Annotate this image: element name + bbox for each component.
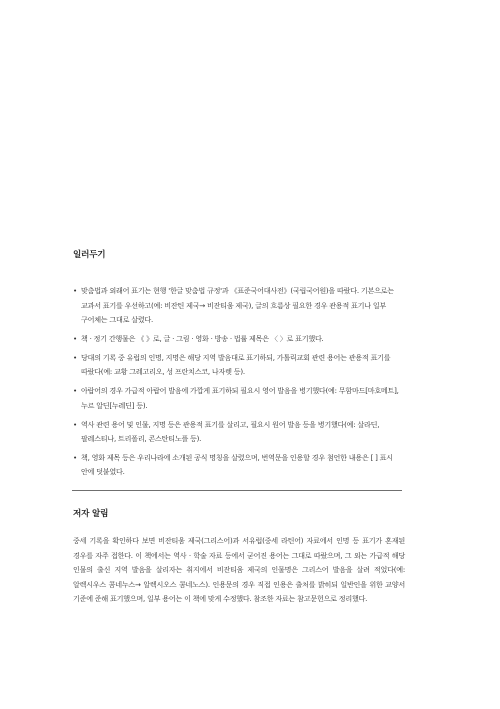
note-text: 당대의 기록 중 유럽의 인명, 지명은 해당 지역 발음대로 표기하되, 가톨릭교회 관련 용어는 관용적 표기를 따랐다(예: 교황 그레고리오, 성 프란치스코, 나자렛 등).: [81, 352, 391, 377]
bullet-icon: •: [73, 352, 77, 362]
section-divider: [72, 490, 402, 491]
note-item: [73, 351, 408, 380]
bullet-icon: •: [73, 386, 77, 396]
author-note-section: [73, 508, 405, 607]
note-text: 책, 영화 제목 등은 우리나라에 소개된 공식 명칭을 살렸으며, 번역문을 인용할 경우 첨언한 내용은 [ ] 표시 안에 덧붙였다.: [81, 452, 393, 477]
note-item: [73, 284, 408, 328]
bullet-icon: •: [73, 286, 77, 295]
notes-title: 일러두기: [73, 250, 106, 260]
note-item: [73, 418, 408, 447]
note-text: 책 · 정기 간행물은 《 》로, 글 · 그림 · 영화 · 방송 · 법률 제목은 〈 〉로 표기했다.: [81, 333, 324, 343]
note-text: 맞춤법과 외래어 표기는 현행 '한글 맞춤법 규정'과 《표준국어대사전》(국립국어원)을 따랐다. 기본으로는 교과서 표기를 우선하고(예: 비잔틴 제국→ 비잔티움 제국), 글의 흐름상 필요한 경우 관용적 표기나 일부 구어체는 그대로 살렸다.: [81, 286, 394, 325]
notes-section: [73, 249, 408, 484]
notes-list: [73, 284, 408, 480]
bullet-icon: •: [73, 333, 77, 343]
author-note-title: 저자 알림: [73, 509, 109, 519]
note-item: [73, 451, 408, 480]
note-text: 역사 관련 용어 및 인물, 지명 등은 관용적 표기를 살리고, 필요시 원어 발음 등을 병기했다(예: 살라딘, 팔레스티나, 트리폴리, 콘스탄티노플 등).: [81, 419, 380, 444]
bullet-icon: •: [73, 452, 77, 462]
note-item: [73, 332, 408, 347]
note-item: [73, 384, 408, 413]
author-note-body: 중세 기록을 확인하다 보면 비잔티움 제국(그리스어)과 서유럽(중세 라틴어) 자료에서 인명 등 표기가 혼재된 경우를 자주 접한다. 이 책에서는 역사 · 학술 자료 등에서 굳어진 용어는 그대로 따랐으며, 그 외는 가급적 해당 인물의 출신 지역 발음을 살리자는 취지에서 비잔티움 제국의 인물명은 그리스어 발음을 살려 적었다(예: 알렉시우스 콤네누스→ 알렉시오스 콤네노스). 인용문의 경우 직접 인용은 출처를 밝히되 일반인을 위한 교양서 기준에 준해 표기했으며, 일부 용어는 이 책에 맞게 수정했다. 참조한 자료는 참고문헌으로 정리했다.: [73, 536, 405, 604]
bullet-icon: •: [73, 419, 77, 429]
note-text: 아랍어의 경우 가급적 아랍어 발음에 가깝게 표기하되 필요시 영어 발음을 병기했다(예: 무함마드[마호메트], 누르 알딘[누레딘] 등).: [81, 386, 399, 410]
